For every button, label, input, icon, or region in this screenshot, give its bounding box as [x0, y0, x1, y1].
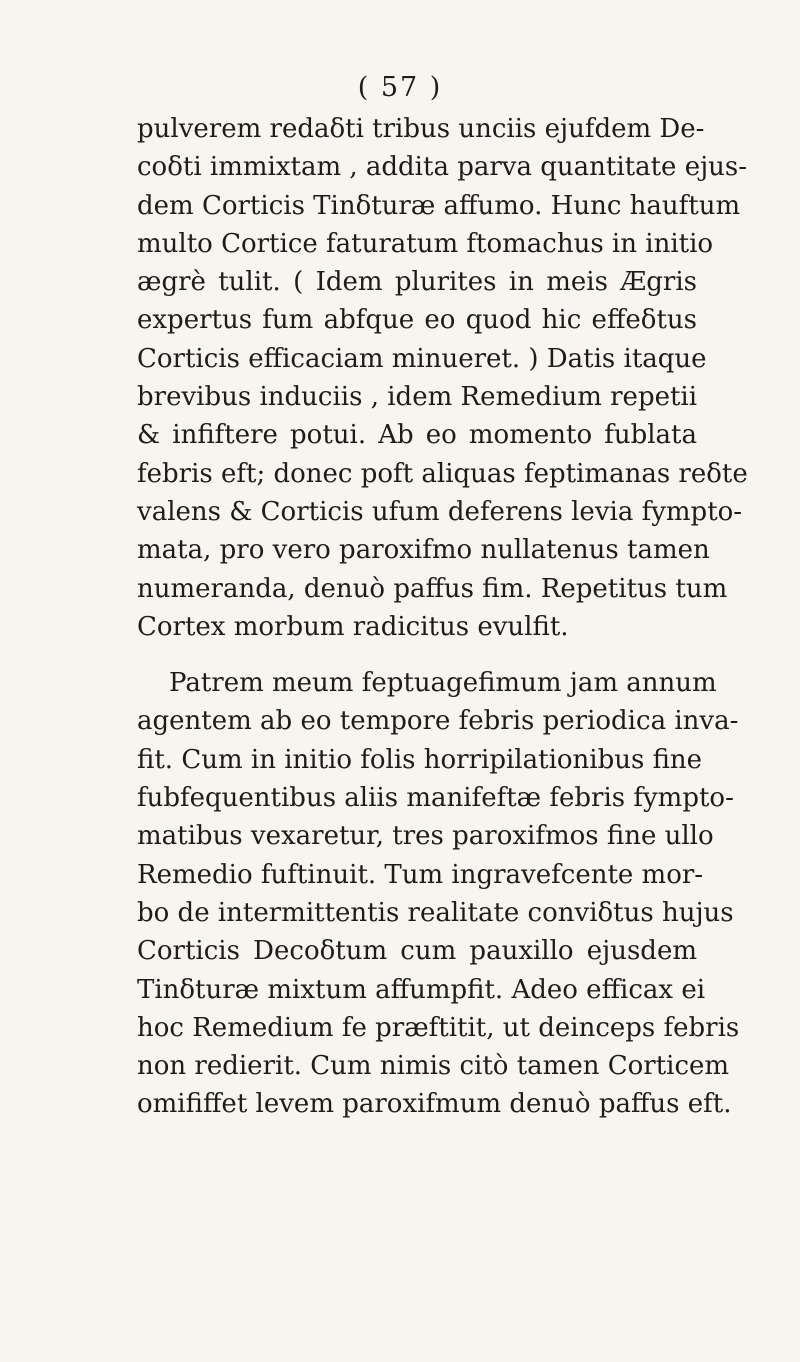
text-line: Corticis Decoδtum cum pauxillo ejusdem — [137, 936, 697, 967]
text-line: ægrè tulit. ( Idem plurites in meis Ægris — [137, 267, 697, 298]
page-number: ( 57 ) — [357, 72, 443, 103]
text-line: febris eft; donec poft aliquas feptimanas reδte — [137, 458, 748, 489]
text-line: hoc Remedium fe præftitit, ut deinceps febris — [137, 1012, 740, 1043]
text-line: non redierit. Cum nimis citò tamen Corticem — [137, 1051, 730, 1082]
text-line: bo de intermittentis realitate conviδtus hujus — [137, 897, 734, 928]
text-line: Patrem meum feptuagefimum jam annum — [169, 668, 717, 699]
text-line: omififfet levem paroxifmum denuò paffus eft. — [137, 1089, 732, 1120]
text-line: fubfequentibus aliis manifeftæ febris fympto- — [137, 783, 734, 814]
text-line: & infiftere potui. Ab eo momento fublata — [137, 420, 697, 451]
text-line: brevibus induciis , idem Remedium repetii — [137, 382, 698, 413]
text-line: expertus fum abfque eo quod hic effeδtus — [137, 305, 697, 336]
text-line: dem Corticis Tinδturæ affumo. Hunc hauftum — [137, 190, 741, 221]
text-line: valens & Corticis ufum deferens levia fympto- — [137, 496, 743, 527]
text-line: mata, pro vero paroxifmo nullatenus tamen — [137, 535, 710, 566]
text-line: Cortex morbum radicitus evulfit. — [137, 611, 569, 642]
text-line: fit. Cum in initio folis horripilationibus fine — [137, 744, 703, 775]
text-line: Remedio fuftinuit. Tum ingravefcente mor- — [137, 859, 704, 890]
body-text — [137, 110, 748, 1124]
text-line: coδti immixtam , addita parva quantitate ejus- — [137, 152, 748, 183]
text-line: matibus vexaretur, tres paroxifmos fine ullo — [137, 821, 714, 852]
paragraph — [137, 664, 740, 1124]
paragraph — [137, 110, 748, 646]
text-line: multo Cortice faturatum ftomachus in initio — [137, 228, 714, 259]
text-line: Tinδturæ mixtum affumpfit. Adeo efficax ei — [137, 974, 706, 1005]
text-line: pulverem redaδti tribus unciis ejufdem De- — [137, 114, 705, 144]
text-line: agentem ab eo tempore febris periodica inva- — [137, 706, 739, 737]
text-line: Corticis efficaciam minueret. ) Datis itaque — [137, 343, 707, 374]
text-line: numeranda, denuò paffus fim. Repetitus tum — [137, 573, 728, 604]
